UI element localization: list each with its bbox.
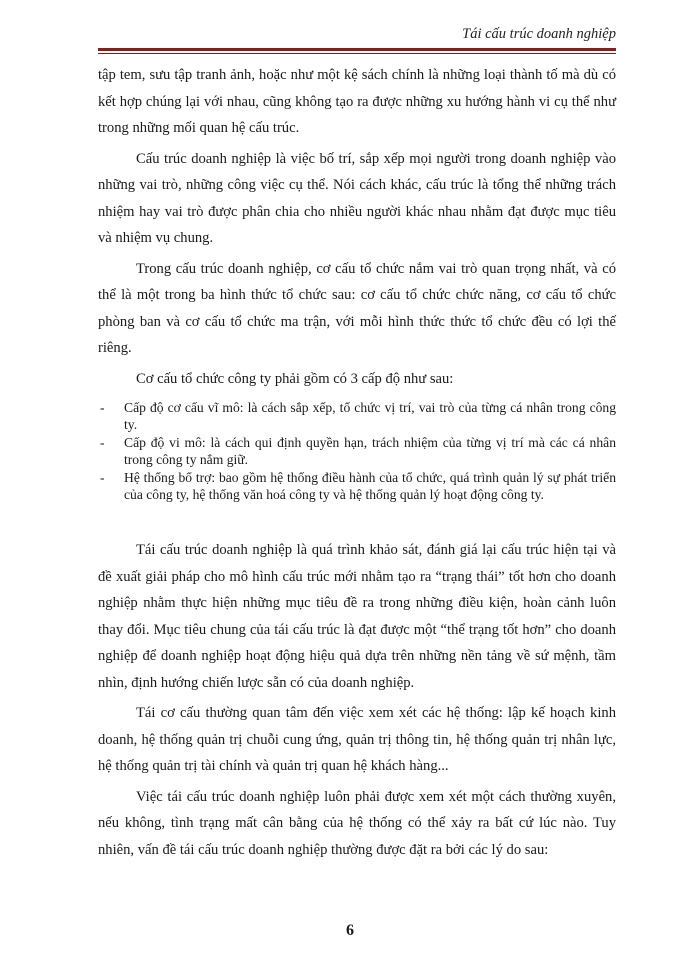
paragraph-continuation: tập tem, sưu tập tranh ảnh, hoặc như một kệ sách chính là những loại thành tố mà dù có kết hợp chúng lại với nhau, cũng không tạo ra được những xu hướng hành vi cụ thể như trong những mối quan hệ cấu trúc. [98,67,616,136]
list-item-text: Cấp độ cơ cấu vĩ mô: là cách sắp xếp, tổ chức vị trí, vai trò của từng cá nhân trong công ty. [124,400,616,432]
bullet-marker: - [100,400,105,415]
bullet-marker: - [100,470,105,485]
paragraph-restructuring-definition: Tái cấu trúc doanh nghiệp là quá trình khảo sát, đánh giá lại cấu trúc hiện tại và đề xuất giải pháp cho mô hình cấu trúc mới nhằm tạo ra “trạng thái” tốt hơn cho doanh nghiệp nhằm thực hiện những mục tiêu đề ra trong những điều kiện, hoàn cảnh luôn thay đổi. Mục tiêu chung của tái cấu trúc là đạt được một “thể trạng tốt hơn” cho doanh nghiệp để doanh nghiệp hoạt động hiệu quả dựa trên những nền tảng về sứ mệnh, tầm nhìn, định hướng chiến lược sẵn có của doanh nghiệp. [98,542,616,691]
paragraph-definition: Cấu trúc doanh nghiệp là việc bố trí, sắp xếp mọi người trong doanh nghiệp vào những vai trò, những công việc cụ thể. Nói cách khác, cấu trúc là tổng thể những trách nhiệm hay vai trò được phân chia cho nhiều người khác nhau nhằm đạt được mục tiêu và nhiệm vụ chung. [98,150,616,246]
paragraph-restructuring-systems: Tái cơ cấu thường quan tâm đến việc xem xét các hệ thống: lập kế hoạch kinh doanh, hệ thống quản trị chuỗi cung ứng, quản trị thông tin, hệ thống quản trị nhân lực, hệ thống quản trị tài chính và quản trị quan hệ khách hàng... [98,705,616,774]
levels-list [98,400,616,503]
list-item-text: Hệ thống bổ trợ: bao gồm hệ thống điều hành của tổ chức, quá trình quản lý sự phát triển của công ty, hệ thống văn hoá công ty và hệ thống quản lý hoạt động công ty. [124,470,616,502]
list-item [98,400,616,433]
paragraph-restructuring-reasons: Việc tái cấu trúc doanh nghiệp luôn phải được xem xét một cách thường xuyên, nếu không, tình trạng mất cân bằng của hệ thống có thể xảy ra bất cứ lúc nào. Tuy nhiên, vấn đề tái cấu trúc doanh nghiệp thường được đặt ra bởi các lý do sau: [98,788,616,858]
list-item-text: Cấp độ vi mô: là cách qui định quyền hạn, trách nhiệm của từng vị trí mà các cá nhân trong công ty nắm giữ. [124,435,616,467]
bullet-marker: - [100,435,105,450]
paragraph-organization-forms: Trong cấu trúc doanh nghiệp, cơ cấu tổ chức nắm vai trò quan trọng nhất, và có thể là một trong ba hình thức tổ chức sau: cơ cấu tổ chức chức năng, cơ cấu tổ chức phòng ban và cơ cấu tổ chức ma trận, với mỗi hình thức thức tổ chức đều có lợi thế riêng. [98,260,616,356]
running-header: Tái cấu trúc doanh nghiệp [462,26,616,42]
header-rule-thin [98,53,616,54]
header-rule-thick [98,48,616,51]
list-item [98,435,616,468]
paragraph-levels-intro: Cơ cấu tổ chức công ty phải gồm có 3 cấp độ như sau: [136,370,454,387]
page-body [98,62,616,863]
list-item [98,470,616,503]
page-number: 6 [346,922,354,939]
